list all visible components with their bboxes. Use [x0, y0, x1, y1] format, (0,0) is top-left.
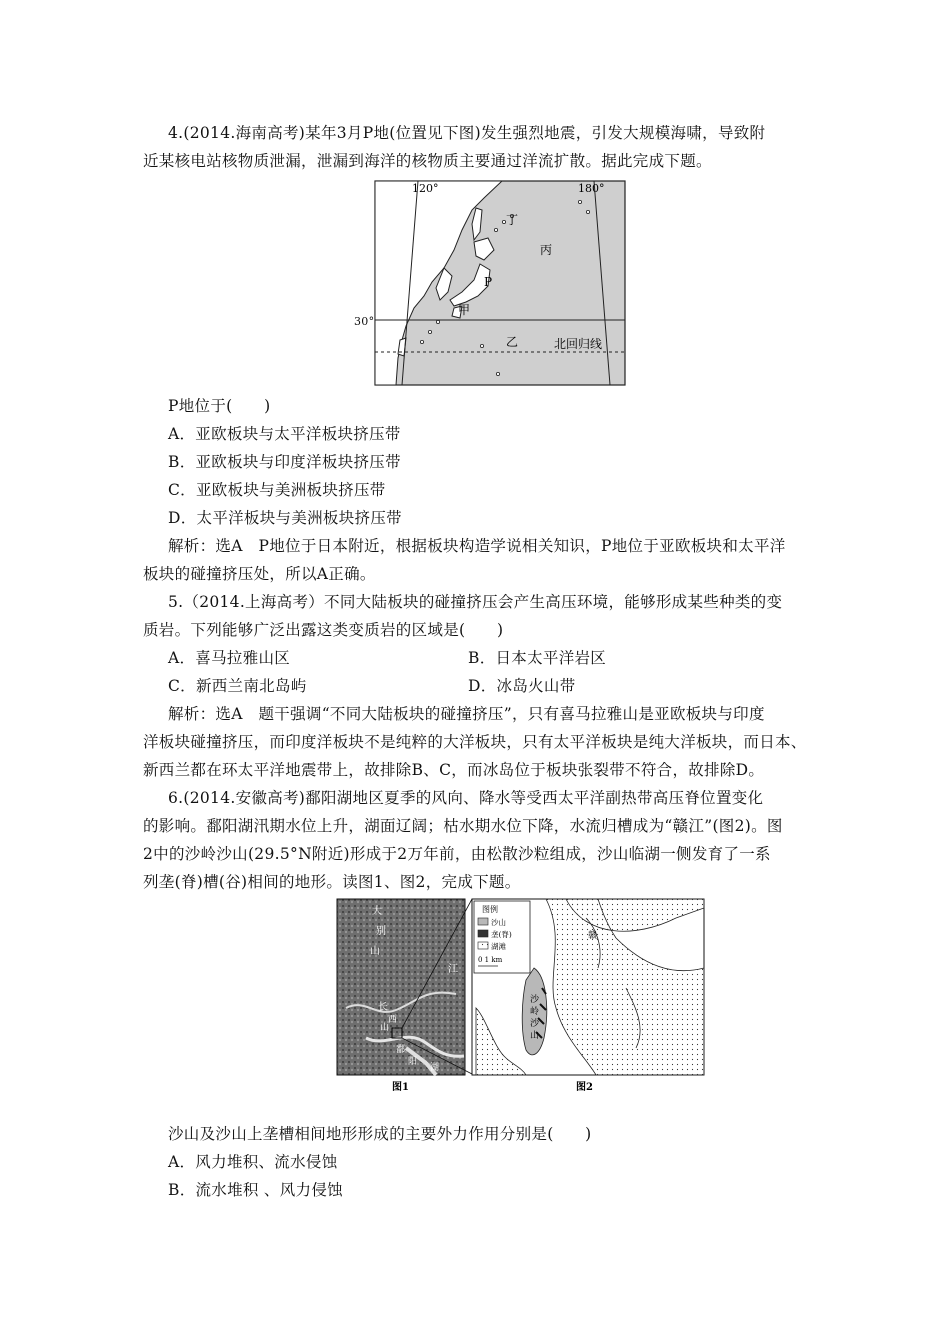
q6-option-b: B．流水堆积 、风力侵蚀 [168, 1181, 343, 1199]
fig1-char-chang: 长 [378, 1002, 388, 1013]
q6-stem-line4: 列垄(脊)槽(谷)相间的地形。读图1、图2，完成下题。 [143, 873, 521, 891]
q5-analysis-line3: 新西兰都在环太平洋地震带上，故排除B、C，而冰岛位于板块张裂带不符合，故排除D。 [143, 761, 765, 779]
q5-analysis-line1: 解析：选A 题干强调“不同大陆板块的碰撞挤压”，只有喜马拉雅山是亚欧板块与印度 [168, 705, 765, 723]
fig1-char-yang: 阳 [408, 1057, 418, 1067]
q4-stem-line1: 4.(2014.海南高考)某年3月P地(位置见下图)发生强烈地震，引发大规模海啸，导致附 [168, 124, 766, 142]
fig2-shan-char-1: 沙 [530, 995, 540, 1005]
tropic-label: 北回归线 [554, 337, 603, 351]
lat30-label: 30° [354, 315, 375, 328]
fig2-map [472, 899, 704, 1075]
q4-option-c: C．亚欧板块与美洲板块挤压带 [168, 481, 386, 499]
lon180-label: 180° [578, 182, 605, 195]
q4-analysis-line2: 板块的碰撞挤压处，所以A正确。 [143, 565, 376, 583]
fig1-char-po: 鄱 [396, 1045, 406, 1055]
fig1-char-hu: 湖 [430, 1063, 440, 1073]
fig1-satellite-image [337, 899, 465, 1075]
q5-analysis-line2: 洋板块碰撞挤压，而印度洋板块不是纯粹的大洋板块，只有太平洋板块是纯大洋板块，而日本、 [143, 733, 807, 751]
fig2-legend-ridge: 垄(脊) [491, 930, 512, 939]
fig2-legend-beach: 湖滩 [491, 942, 506, 951]
q5-option-c: C．新西兰南北岛屿 [168, 677, 307, 695]
q6-stem-line2: 的影响。鄱阳湖汛期水位上升，湖面辽阔；枯水期水位下降，水流归槽成为“赣江”(图2)。图 [143, 817, 783, 835]
p-label: P [484, 275, 493, 289]
fig1-char-xi: 西 [388, 1015, 398, 1025]
ding-label: 丁 [506, 213, 519, 227]
bing-label: 丙 [540, 243, 553, 257]
fig2-river-gan: 赣 [588, 931, 598, 941]
q6-stem-line3: 2中的沙岭沙山(29.5°N附近)形成于2万年前，由松散沙粒组成，沙山临湖一侧发育了一系 [143, 845, 771, 863]
q4-question: P地位于( ) [168, 397, 271, 415]
q4-option-b: B．亚欧板块与印度洋板块挤压带 [168, 453, 401, 471]
q6-stem-line1: 6.(2014.安徽高考)鄱阳湖地区夏季的风向、降水等受西太平洋副热带高压脊位置变化 [168, 789, 764, 807]
fig2-legend-sand: 沙山 [491, 918, 506, 927]
fig1-char-jiang: 江 [448, 964, 458, 975]
fig2-shan-char-2: 岭 [530, 1007, 540, 1017]
fig2-shan-char-4: 山 [530, 1031, 540, 1041]
jia-label: 甲 [458, 303, 471, 317]
fig1-char-da: 大 [372, 906, 382, 917]
q5-option-a: A．喜马拉雅山区 [168, 649, 291, 667]
q6-option-a: A．风力堆积、流水侵蚀 [168, 1153, 338, 1171]
fig1-char-shan2: 山 [380, 1023, 390, 1033]
q4-analysis-line1: 解析：选A P地位于日本附近，根据板块构造学说相关知识，P地位于亚欧板块和太平洋 [168, 537, 786, 555]
fig1-caption: 图1 [392, 1082, 409, 1093]
q5-stem-line2: 质岩。下列能够广泛出露这类变质岩的区域是( ) [143, 621, 504, 639]
q4-map [374, 180, 626, 390]
yi-label: 乙 [506, 335, 519, 349]
fig2-shan-char-3: 沙 [530, 1019, 540, 1029]
fig2-scale: 0 1 km [478, 956, 503, 964]
q6-question: 沙山及沙山上垄槽相间地形形成的主要外力作用分别是( ) [168, 1125, 592, 1143]
q4-option-d: D．太平洋板块与美洲板块挤压带 [168, 509, 402, 527]
q4-stem-line2: 近某核电站核物质泄漏，泄漏到海洋的核物质主要通过洋流扩散。据此完成下题。 [143, 152, 712, 170]
fig2-legend-title: 图例 [482, 905, 498, 914]
fig2-caption: 图2 [576, 1082, 593, 1093]
lon120-label: 120° [412, 182, 439, 195]
q5-option-b: B．日本太平洋岩区 [468, 649, 607, 667]
q5-stem-line1: 5.（2014.上海高考）不同大陆板块的碰撞挤压会产生高压环境，能够形成某些种类的变 [168, 593, 783, 611]
q6-figures [336, 898, 706, 1098]
q4-option-a: A．亚欧板块与太平洋板块挤压带 [168, 425, 401, 443]
q5-option-d: D．冰岛火山带 [468, 677, 576, 695]
fig1-char-bie: 别 [376, 926, 386, 937]
fig1-char-shan: 山 [370, 946, 380, 957]
